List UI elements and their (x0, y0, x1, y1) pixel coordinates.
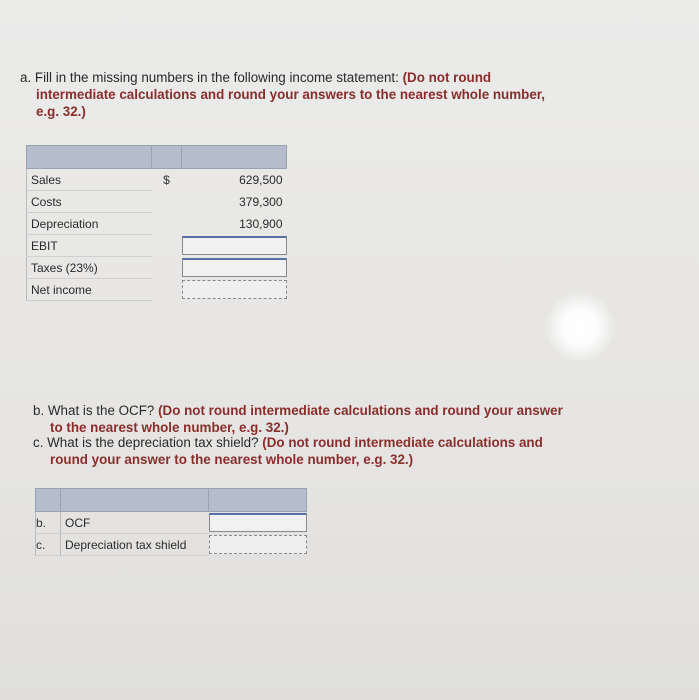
ocf-input[interactable] (209, 513, 307, 532)
question-a-note-3: e.g. 32.) (36, 104, 86, 119)
row-label: Depreciation tax shield (61, 534, 209, 556)
row-sales (27, 169, 287, 191)
question-c-text: What is the depreciation tax shield? (47, 435, 259, 450)
answers-header (36, 489, 307, 512)
depreciation-value: 130,900 (239, 216, 283, 231)
question-a-text: Fill in the missing numbers in the following income statement: (34, 70, 399, 85)
currency-symbol: $ (163, 172, 170, 187)
row-depreciation (27, 213, 287, 235)
net-income-input[interactable] (182, 280, 287, 299)
row-label: OCF (61, 512, 209, 534)
question-c-note-2: round your answer to the nearest whole number, e.g. 32.) (50, 452, 414, 467)
row-ocf (36, 512, 307, 534)
row-label: Taxes (23%) (27, 257, 152, 279)
question-a-note-1: (Do not round (402, 70, 492, 85)
answers-table (35, 488, 307, 556)
row-label: Net income (27, 279, 152, 301)
row-label: Depreciation (27, 213, 152, 235)
question-b-text: What is the OCF? (47, 403, 155, 418)
row-taxes (27, 257, 287, 279)
row-prefix: b. (36, 512, 61, 534)
question-c (33, 434, 593, 468)
question-b-note-2: to the nearest whole number, e.g. 32.) (50, 420, 289, 435)
question-c-note-1: (Do not round intermediate calculations and (262, 435, 543, 450)
row-label: EBIT (27, 235, 152, 257)
row-ebit (27, 235, 287, 257)
row-depreciation-tax-shield (36, 534, 307, 556)
question-b-prefix: b. (33, 403, 45, 418)
row-label: Costs (27, 191, 152, 213)
depreciation-tax-shield-input[interactable] (209, 535, 307, 554)
question-a (20, 69, 620, 120)
question-b-note-1: (Do not round intermediate calculations and round your answer (158, 403, 563, 418)
row-net-income (27, 279, 287, 301)
taxes-input[interactable] (182, 258, 287, 277)
row-prefix: c. (36, 534, 61, 556)
question-b (33, 402, 593, 436)
costs-value: 379,300 (239, 194, 283, 209)
row-label: Sales (27, 169, 152, 191)
sales-value: 629,500 (239, 172, 283, 187)
question-c-prefix: c. (33, 435, 44, 450)
income-statement-table (26, 145, 287, 301)
light-glare (545, 292, 615, 362)
question-a-note-2: intermediate calculations and round your answers to the nearest whole number, (36, 87, 545, 102)
ebit-input[interactable] (182, 236, 287, 255)
income-statement-header (27, 146, 287, 169)
question-a-prefix: a. (20, 70, 32, 85)
row-costs (27, 191, 287, 213)
